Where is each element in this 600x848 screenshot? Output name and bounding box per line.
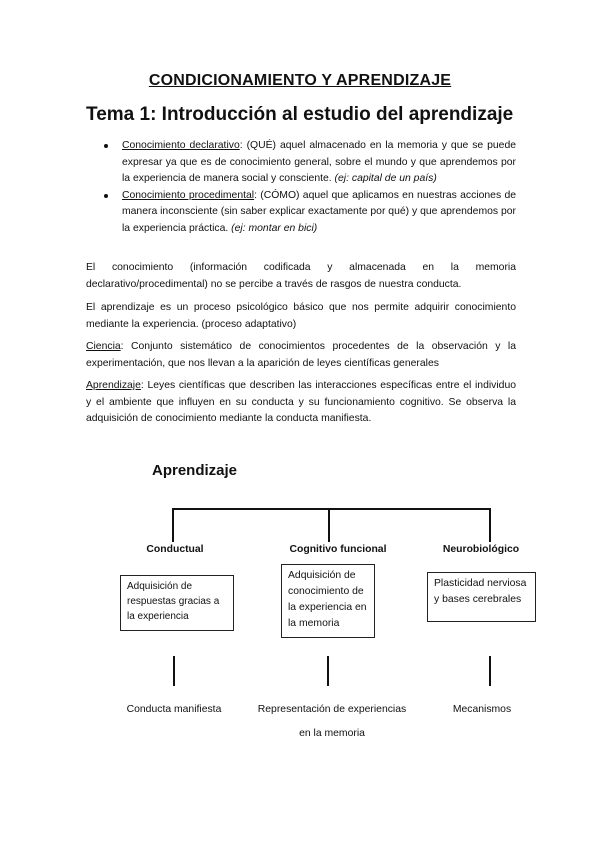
leaf-neurobiologico: Mecanismos xyxy=(452,704,512,715)
branch-label-conductual: Conductual xyxy=(146,544,204,555)
paragraph-aprendizaje-def: El aprendizaje es un proceso psicológico básico que nos permite adquirir conocimiento mediante la experiencia. (proceso adaptativo) xyxy=(86,302,516,330)
box-neurobiologico: Plasticidad nerviosa y bases cerebrales xyxy=(427,572,536,622)
leaf-cognitivo-line1: Representación de experiencias xyxy=(257,704,407,715)
bullet-example: (ej: capital de un país) xyxy=(334,173,437,184)
connector-leaf-cognitivo xyxy=(327,656,329,686)
ciencia-text: : Conjunto sistemático de conocimientos procedentes de la observación y la experimentación, que nos llevan a la aparición de leyes científicas generales xyxy=(86,341,516,369)
ciencia-term: Ciencia xyxy=(86,341,121,352)
topic-heading: Tema 1: Introducción al estudio del aprendizaje xyxy=(86,104,514,125)
aprendizaje-text: : Leyes científicas que describen las interacciones específicas entre el individuo y el ambiente que influyen en su conducta y su funcionamiento cognitivo. Se observa la adquisición de conocimiento mediante la conducta manifiesta. xyxy=(86,380,516,424)
connector-cognitivo xyxy=(328,508,330,542)
diagram-horizontal-connector xyxy=(172,508,490,510)
leaf-cognitivo-line2: en la memoria xyxy=(299,728,365,739)
paragraph-conocimiento: El conocimiento (información codificada y almacenada en la memoria declarativo/procedimental) no se percibe a través de rasgos de nuestra conducta. xyxy=(86,262,516,290)
paragraph-ciencia xyxy=(86,339,516,372)
document-title xyxy=(0,72,600,90)
bullet-example: (ej: montar en bici) xyxy=(231,222,318,234)
connector-neurobiologico xyxy=(489,508,491,542)
bullet-text: : (CÓMO) aquel que aplicamos en nuestras acciones de manera inconsciente (sin saber explicar exactamente por qué) y que aprendemos por la experiencia práctica. xyxy=(122,189,517,234)
bullet-list xyxy=(104,138,516,237)
paragraph-aprendizaje xyxy=(86,378,516,428)
box-conductual: Adquisición de respuestas gracias a la experiencia xyxy=(120,575,234,631)
bullet-term: Conocimiento declarativo xyxy=(122,140,240,151)
document-title-text: CONDICIONAMIENTO Y APRENDIZAJE xyxy=(148,72,452,89)
branch-label-neurobiologico: Neurobiológico xyxy=(442,544,520,555)
bullet-procedimental xyxy=(104,188,516,238)
box-cognitivo: Adquisición de conocimiento de la experiencia en la memoria xyxy=(281,564,375,638)
aprendizaje-term: Aprendizaje xyxy=(86,380,141,391)
bullet-text: : (QUÉ) aquel almacenado en la memoria y que se puede expresar ya que es de conocimiento general, sobre el mundo y que aprendemos por la experiencia de manera social y consciente. xyxy=(122,140,517,184)
connector-leaf-conductual xyxy=(173,656,175,686)
diagram-root: Aprendizaje xyxy=(152,462,238,479)
bullet-declarativo xyxy=(104,138,516,188)
leaf-conductual: Conducta manifiesta xyxy=(126,704,222,715)
bullet-term: Conocimiento procedimental xyxy=(122,189,255,201)
connector-conductual xyxy=(172,508,174,542)
branch-label-cognitivo: Cognitivo funcional xyxy=(289,544,387,555)
connector-leaf-neurobiologico xyxy=(489,656,491,686)
